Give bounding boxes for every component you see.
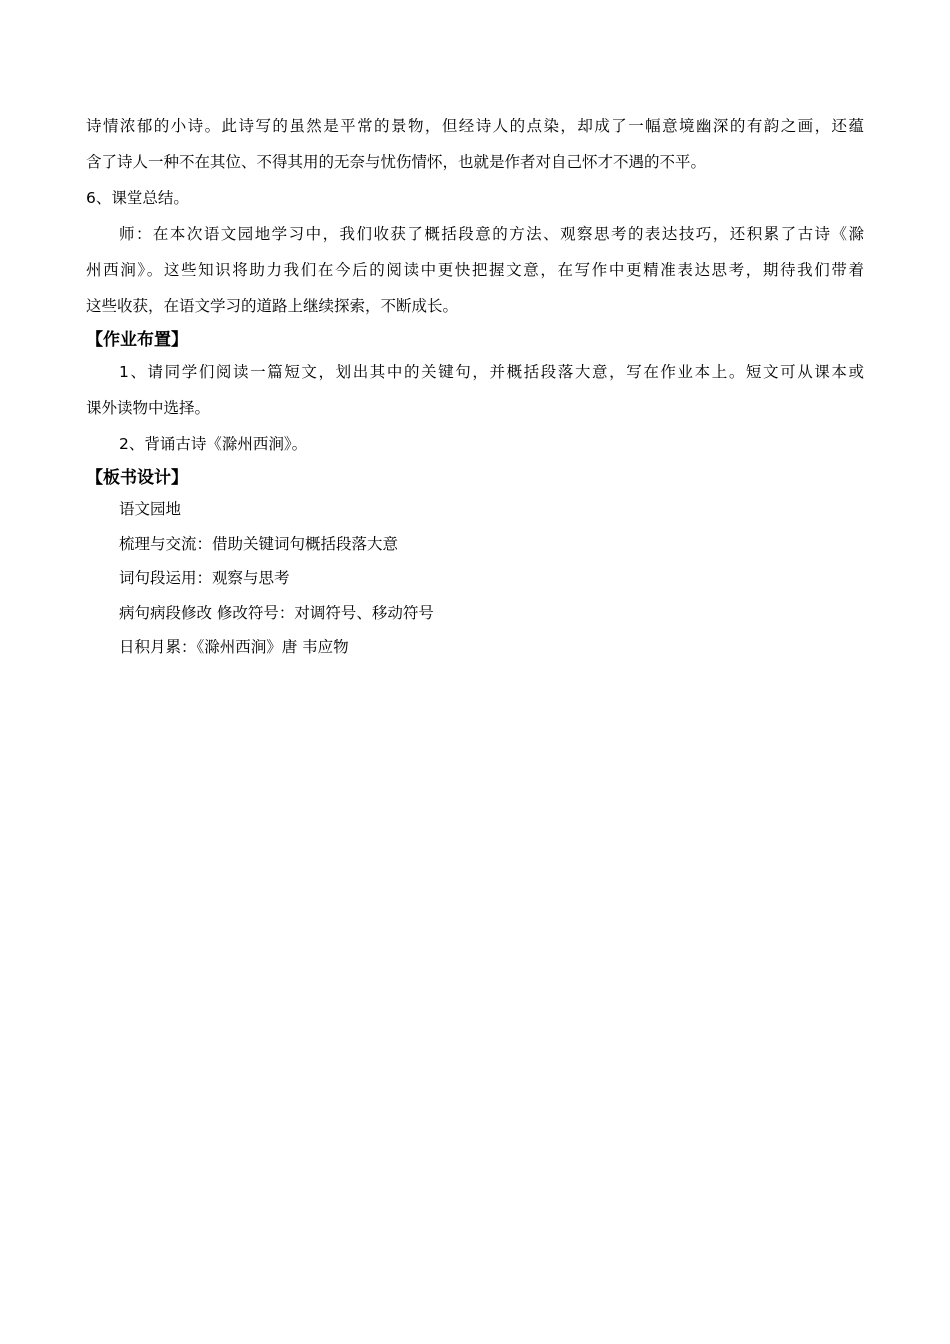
document-page: [86, 108, 864, 665]
board-line: 语文园地: [119, 500, 182, 518]
poem-analysis-line-2: 含了诗人一种不在其位、不得其用的无奈与忧伤情怀，也就是作者对自己怀才不遇的不平。: [86, 153, 707, 171]
board-line: 词句段运用：观察与思考: [119, 569, 290, 587]
board-line: 病句病段修改 修改符号：对调符号、移动符号: [119, 603, 434, 622]
summary-line-3: 这些收获，在语文学习的道路上继续探索，不断成长。: [86, 297, 459, 315]
poem-analysis-line-1: 诗情浓郁的小诗。此诗写的虽然是平常的景物，但经诗人的点染，却成了一幅意境幽深的有韵之画，还蕴: [86, 117, 864, 135]
homework-heading: 【作业布置】: [86, 330, 188, 350]
homework-item-2: 2、背诵古诗《滁州西涧》。: [119, 435, 308, 453]
board-design-list: [86, 492, 864, 665]
board-line: 梳理与交流：借助关键词句概括段落大意: [119, 534, 399, 553]
summary-line-2: 州西涧》。这些知识将助力我们在今后的阅读中更快把握文意，在写作中更精准表达思考，期待我们带着: [86, 261, 864, 279]
board-design-heading: 【板书设计】: [86, 468, 188, 488]
homework-item-1-line-2: 课外读物中选择。: [86, 399, 211, 417]
board-line: 日积月累：《滁州西涧》唐 韦应物: [119, 638, 349, 656]
summary-title: 6、课堂总结。: [86, 189, 189, 207]
homework-item-1-line-1: 1、请同学们阅读一篇短文，划出其中的关键句，并概括段落大意，写在作业本上。短文可从课本或: [119, 363, 864, 381]
summary-line-1: 师：在本次语文园地学习中，我们收获了概括段意的方法、观察思考的表达技巧，还积累了古诗《滁: [119, 225, 864, 243]
